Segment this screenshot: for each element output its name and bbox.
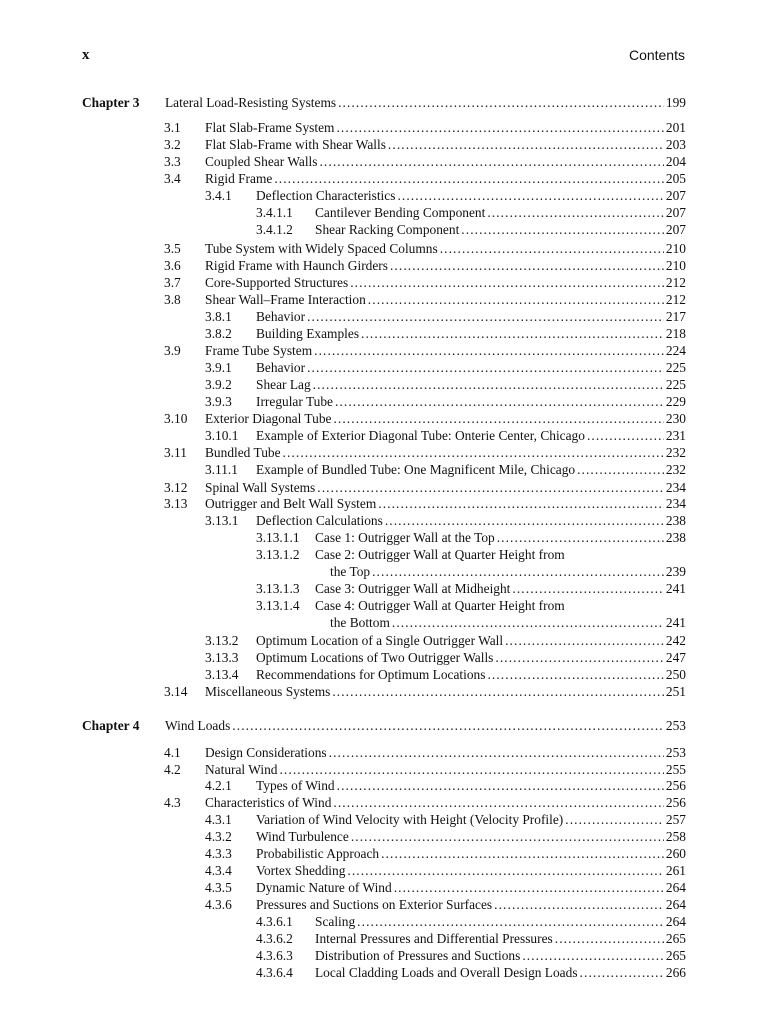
section-title: Variation of Wind Velocity with Height (Velocity Profile): [256, 812, 564, 827]
toc-entry[interactable]: [205, 427, 686, 444]
section-number: 3.4.1.1: [256, 205, 293, 220]
section-number: 4.1: [164, 745, 181, 760]
section-title-row: [256, 811, 686, 828]
leader-dots: [587, 427, 664, 444]
leader-dots: [317, 479, 664, 496]
page-number: 205: [665, 171, 686, 186]
section-title-row: [315, 580, 686, 597]
page-number: 253: [665, 745, 686, 760]
toc-entry-continuation[interactable]: [330, 614, 686, 631]
chapter-label: Chapter 3: [82, 95, 140, 110]
section-title: Case 2: Outrigger Wall at Quarter Height from: [315, 547, 565, 562]
page-number: 212: [665, 275, 686, 290]
section-title-row: [256, 461, 686, 478]
leader-dots: [577, 461, 664, 478]
section-title-row: [256, 777, 686, 794]
section-number: 4.3.6: [205, 897, 232, 912]
toc-entry[interactable]: [205, 308, 686, 325]
section-title-row: [256, 666, 686, 683]
leader-dots: [440, 240, 664, 257]
toc-chapter-entry[interactable]: [82, 717, 686, 735]
leader-dots: [461, 221, 664, 238]
section-title-row: [205, 291, 686, 308]
toc-entry[interactable]: [164, 410, 686, 427]
section-number: 3.13.1.2: [256, 547, 300, 562]
leader-dots: [555, 930, 664, 947]
toc-entry[interactable]: [205, 862, 686, 879]
section-title-row: [205, 410, 686, 427]
page-number: 201: [665, 120, 686, 135]
section-number: 4.3.6.2: [256, 931, 293, 946]
toc-entry[interactable]: [256, 964, 686, 981]
section-title: Frame Tube System: [205, 343, 313, 358]
section-title-row: [256, 649, 686, 666]
section-title-row: [256, 187, 686, 204]
section-number: 3.6: [164, 258, 181, 273]
toc-entry[interactable]: [205, 325, 686, 342]
section-number: 3.9.1: [205, 360, 232, 375]
toc-entry[interactable]: [256, 546, 686, 563]
section-title-row: [256, 359, 686, 376]
section-number: 3.9.3: [205, 394, 232, 409]
page-number: 204: [665, 154, 686, 169]
toc-entry[interactable]: [205, 393, 686, 410]
toc-chapter-entry[interactable]: [82, 94, 686, 112]
page-number: 258: [665, 829, 686, 844]
leader-dots: [487, 666, 663, 683]
section-number: 3.11.1: [205, 462, 238, 477]
section-number: 3.4.1: [205, 188, 232, 203]
section-title-row: [315, 964, 686, 981]
toc-entry[interactable]: [256, 947, 686, 964]
toc-entry[interactable]: [205, 461, 686, 478]
leader-dots: [522, 947, 664, 964]
section-number: 4.2.1: [205, 778, 232, 793]
section-title: Wind Turbulence: [256, 829, 349, 844]
section-title: Outrigger and Belt Wall System: [205, 496, 377, 511]
section-title: Local Cladding Loads and Overall Design Loads: [315, 965, 578, 980]
leader-dots: [337, 777, 664, 794]
section-title: Tube System with Widely Spaced Columns: [205, 241, 438, 256]
leader-dots: [314, 342, 664, 359]
toc-entry[interactable]: [164, 794, 686, 811]
toc-entry[interactable]: [164, 170, 686, 187]
leader-dots: [494, 896, 664, 913]
section-title-row: [315, 913, 686, 930]
page-number: 238: [665, 513, 686, 528]
toc-entry[interactable]: [205, 879, 686, 896]
page-number: 225: [665, 377, 686, 392]
section-title: Natural Wind: [205, 762, 278, 777]
leader-dots: [368, 291, 664, 308]
section-title-row: [205, 136, 686, 153]
section-title-row: [205, 683, 686, 700]
toc-entry[interactable]: [256, 580, 686, 597]
leader-dots: [274, 170, 664, 187]
section-title: Example of Exterior Diagonal Tube: Onterie Center, Chicago: [256, 428, 585, 443]
toc-entry[interactable]: [205, 376, 686, 393]
section-number: 3.8.2: [205, 326, 232, 341]
leader-dots: [232, 717, 664, 735]
section-title: Types of Wind: [256, 778, 335, 793]
section-title: Exterior Diagonal Tube: [205, 411, 332, 426]
section-number: 4.3.2: [205, 829, 232, 844]
section-title-continued: the Top: [330, 564, 371, 579]
section-number: 3.8: [164, 292, 181, 307]
page-number: 247: [665, 650, 686, 665]
section-number: 3.7: [164, 275, 181, 290]
toc-entry[interactable]: [205, 632, 686, 649]
section-number: 3.8.1: [205, 309, 232, 324]
page-number: 217: [665, 309, 686, 324]
section-title: Bundled Tube: [205, 445, 281, 460]
section-title: Case 1: Outrigger Wall at the Top: [315, 530, 495, 545]
leader-dots: [487, 204, 664, 221]
toc-entry[interactable]: [164, 744, 686, 761]
toc-entry[interactable]: [164, 119, 686, 136]
leader-dots: [397, 187, 663, 204]
section-title: Rigid Frame with Haunch Girders: [205, 258, 388, 273]
page-number: 241: [665, 615, 686, 630]
section-title: Coupled Shear Walls: [205, 154, 318, 169]
section-number: 4.3.4: [205, 863, 232, 878]
toc-entry[interactable]: [205, 187, 686, 204]
section-title-row: [205, 257, 686, 274]
section-number: 3.3: [164, 154, 181, 169]
page-number: 266: [665, 965, 686, 980]
section-title-row: [205, 153, 686, 170]
section-number: 3.5: [164, 241, 181, 256]
section-title: Flat Slab-Frame with Shear Walls: [205, 137, 386, 152]
leader-dots: [335, 393, 664, 410]
section-title-continued: the Bottom: [330, 615, 390, 630]
page-number: 265: [665, 948, 686, 963]
section-title-row: [205, 495, 686, 512]
page-number: 212: [665, 292, 686, 307]
toc-entry[interactable]: [164, 495, 686, 512]
toc-entry[interactable]: [256, 221, 686, 238]
section-number: 3.13.1: [205, 513, 239, 528]
page-number: 238: [665, 530, 686, 545]
toc-entry[interactable]: [164, 683, 686, 700]
page-number: 229: [665, 394, 686, 409]
section-title: Behavior: [256, 360, 306, 375]
leader-dots: [565, 811, 664, 828]
toc-entry[interactable]: [164, 136, 686, 153]
chapter-title: Lateral Load-Resisting Systems: [165, 95, 337, 110]
page-number: 256: [665, 795, 686, 810]
toc-entry[interactable]: [164, 342, 686, 359]
page-number: 264: [665, 880, 686, 895]
page-number: 257: [665, 812, 686, 827]
leader-dots: [351, 828, 664, 845]
section-title-row: [205, 744, 686, 761]
page-number: 264: [665, 897, 686, 912]
section-number: 3.10: [164, 411, 188, 426]
section-title-row: [256, 308, 686, 325]
section-number: 3.13.4: [205, 667, 239, 682]
section-title-row: [315, 204, 686, 221]
section-number: 3.9.2: [205, 377, 232, 392]
section-title-row: [256, 325, 686, 342]
section-title: Irregular Tube: [256, 394, 333, 409]
leader-dots: [372, 563, 664, 580]
leader-dots: [388, 136, 664, 153]
page-number: 253: [665, 718, 686, 733]
section-title: Optimum Location of a Single Outrigger Wall: [256, 633, 504, 648]
section-title-row: [205, 342, 686, 359]
section-title-row: [315, 930, 686, 947]
page-number: 224: [665, 343, 686, 358]
page-number: 256: [665, 778, 686, 793]
section-title-row: [205, 119, 686, 136]
running-header-title: Contents: [628, 47, 685, 63]
section-number: 3.12: [164, 480, 188, 495]
page-number: 207: [665, 188, 686, 203]
page-number: 242: [665, 633, 686, 648]
toc-entry[interactable]: [164, 240, 686, 257]
toc-entry[interactable]: [205, 359, 686, 376]
section-title: Rigid Frame: [205, 171, 273, 186]
section-title-row: [205, 761, 686, 778]
leader-dots: [361, 325, 664, 342]
section-title-row: [256, 896, 686, 913]
page-number: 241: [665, 581, 686, 596]
section-title: Characteristics of Wind: [205, 795, 332, 810]
page-number: 261: [665, 863, 686, 878]
toc-entry[interactable]: [205, 777, 686, 794]
section-number: 3.14: [164, 684, 188, 699]
section-title: Distribution of Pressures and Suctions: [315, 948, 521, 963]
section-title-row: [256, 862, 686, 879]
section-title: Deflection Characteristics: [256, 188, 396, 203]
toc-entry[interactable]: [205, 828, 686, 845]
leader-dots: [307, 308, 664, 325]
leader-dots: [313, 376, 664, 393]
section-title: Recommendations for Optimum Locations: [256, 667, 486, 682]
toc-entry[interactable]: [205, 811, 686, 828]
section-number: 3.2: [164, 137, 181, 152]
leader-dots: [332, 683, 664, 700]
toc-entry[interactable]: [205, 845, 686, 862]
page-number: 231: [665, 428, 686, 443]
section-title-row: [315, 597, 686, 614]
leader-dots: [512, 580, 664, 597]
leader-dots: [333, 794, 664, 811]
leader-dots: [497, 529, 664, 546]
leader-dots: [392, 614, 664, 631]
section-title: Cantilever Bending Component: [315, 205, 486, 220]
section-title: Flat Slab-Frame System: [205, 120, 335, 135]
section-title: Shear Racking Component: [315, 222, 460, 237]
page-number: 232: [665, 445, 686, 460]
page-number: 260: [665, 846, 686, 861]
page-number: 251: [665, 684, 686, 699]
toc-entry[interactable]: [205, 896, 686, 913]
page-number: 218: [665, 326, 686, 341]
leader-dots: [319, 153, 663, 170]
leader-dots: [394, 879, 664, 896]
section-title: Building Examples: [256, 326, 360, 341]
page-number: 264: [665, 914, 686, 929]
section-title: Deflection Calculations: [256, 513, 383, 528]
section-title-row: [315, 546, 686, 563]
leader-dots: [378, 495, 664, 512]
toc-entry[interactable]: [164, 257, 686, 274]
section-title-row: [256, 879, 686, 896]
page-number: 203: [665, 137, 686, 152]
section-title: Case 3: Outrigger Wall at Midheight: [315, 581, 511, 596]
section-title-row: [205, 240, 686, 257]
section-title: Dynamic Nature of Wind: [256, 880, 392, 895]
section-number: 3.1: [164, 120, 181, 135]
section-title: Design Considerations: [205, 745, 327, 760]
section-title: Core-Supported Structures: [205, 275, 349, 290]
leader-dots: [385, 512, 664, 529]
leader-dots: [495, 649, 664, 666]
section-title: Behavior: [256, 309, 306, 324]
toc-entry[interactable]: [164, 479, 686, 496]
section-number: 4.2: [164, 762, 181, 777]
toc-entry[interactable]: [164, 153, 686, 170]
section-number: 3.4: [164, 171, 181, 186]
section-title-row: [205, 444, 686, 461]
section-title: Example of Bundled Tube: One Magnificent Mile, Chicago: [256, 462, 576, 477]
section-title-row: [315, 529, 686, 546]
section-title-row: [256, 427, 686, 444]
section-number: 4.3.6.1: [256, 914, 293, 929]
section-title: Scaling: [315, 914, 356, 929]
toc-entry[interactable]: [256, 529, 686, 546]
section-title-row: [256, 828, 686, 845]
leader-dots: [505, 632, 664, 649]
section-title: Optimum Locations of Two Outrigger Walls: [256, 650, 494, 665]
leader-dots: [333, 410, 663, 427]
chapter-label: Chapter 4: [82, 718, 140, 733]
leader-dots: [381, 845, 664, 862]
toc-entry[interactable]: [256, 913, 686, 930]
toc-entry[interactable]: [205, 512, 686, 529]
section-number: 3.4.1.2: [256, 222, 293, 237]
section-title: Shear Wall–Frame Interaction: [205, 292, 366, 307]
chapter-title-row: [165, 717, 686, 735]
section-number: 4.3: [164, 795, 181, 810]
page-number: 199: [665, 95, 686, 110]
toc-entry-continuation[interactable]: [330, 563, 686, 580]
leader-dots: [336, 119, 663, 136]
section-title: Case 4: Outrigger Wall at Quarter Height from: [315, 598, 565, 613]
section-title-row: [256, 376, 686, 393]
chapter-title: Wind Loads: [165, 718, 231, 733]
page-number: 210: [665, 258, 686, 273]
page-number: 232: [665, 462, 686, 477]
section-number: 3.10.1: [205, 428, 239, 443]
section-title: Pressures and Suctions on Exterior Surfaces: [256, 897, 493, 912]
section-number: 4.3.5: [205, 880, 232, 895]
page-number: 225: [665, 360, 686, 375]
toc-entry[interactable]: [164, 291, 686, 308]
section-number: 3.11: [164, 445, 187, 460]
leader-dots: [347, 862, 664, 879]
section-number: 3.13.1.1: [256, 530, 300, 545]
toc-entry[interactable]: [164, 444, 686, 461]
section-number: 4.3.6.4: [256, 965, 293, 980]
section-number: 4.3.6.3: [256, 948, 293, 963]
toc-entry[interactable]: [256, 204, 686, 221]
page-number: 239: [665, 564, 686, 579]
section-title-row: [256, 632, 686, 649]
chapter-title-row: [165, 94, 686, 112]
section-number: 3.13: [164, 496, 188, 511]
section-title: Miscellaneous Systems: [205, 684, 331, 699]
page-number: 210: [665, 241, 686, 256]
toc-entry[interactable]: [205, 666, 686, 683]
toc-entry[interactable]: [256, 930, 686, 947]
section-title-row: [205, 794, 686, 811]
section-title: Vortex Shedding: [256, 863, 346, 878]
section-title-row: [205, 479, 686, 496]
section-title: Internal Pressures and Differential Pressures: [315, 931, 553, 946]
section-title: Spinal Wall Systems: [205, 480, 316, 495]
section-number: 3.9: [164, 343, 181, 358]
toc-entry[interactable]: [164, 274, 686, 291]
page-number: 207: [665, 222, 686, 237]
section-number: 3.13.1.3: [256, 581, 300, 596]
leader-dots: [350, 274, 664, 291]
leader-dots: [329, 744, 664, 761]
page-number: 265: [665, 931, 686, 946]
leader-dots: [307, 359, 664, 376]
page-number: 207: [665, 205, 686, 220]
toc-entry[interactable]: [256, 597, 686, 614]
section-number: 3.13.1.4: [256, 598, 300, 613]
page-number: 234: [665, 480, 686, 495]
page-number: 230: [665, 411, 686, 426]
section-title-row: [256, 845, 686, 862]
page-number: 234: [665, 496, 686, 511]
toc-entry[interactable]: [164, 761, 686, 778]
page-number: x: [82, 47, 90, 63]
page-number: 250: [665, 667, 686, 682]
leader-dots: [390, 257, 664, 274]
section-number: 4.3.1: [205, 812, 232, 827]
leader-dots: [338, 94, 664, 112]
section-number: 3.13.3: [205, 650, 239, 665]
section-title-row: [315, 947, 686, 964]
section-title: Probabilistic Approach: [256, 846, 380, 861]
page-number: 255: [665, 762, 686, 777]
section-title-row: [205, 274, 686, 291]
leader-dots: [357, 913, 664, 930]
section-title-row: [256, 512, 686, 529]
leader-dots: [283, 444, 664, 461]
section-title: Shear Lag: [256, 377, 311, 392]
section-title-row: [205, 170, 686, 187]
leader-dots: [580, 964, 664, 981]
section-title-row: [256, 393, 686, 410]
section-number: 3.13.2: [205, 633, 239, 648]
toc-entry[interactable]: [205, 649, 686, 666]
section-number: 4.3.3: [205, 846, 232, 861]
leader-dots: [279, 761, 663, 778]
section-title-row: [315, 221, 686, 238]
